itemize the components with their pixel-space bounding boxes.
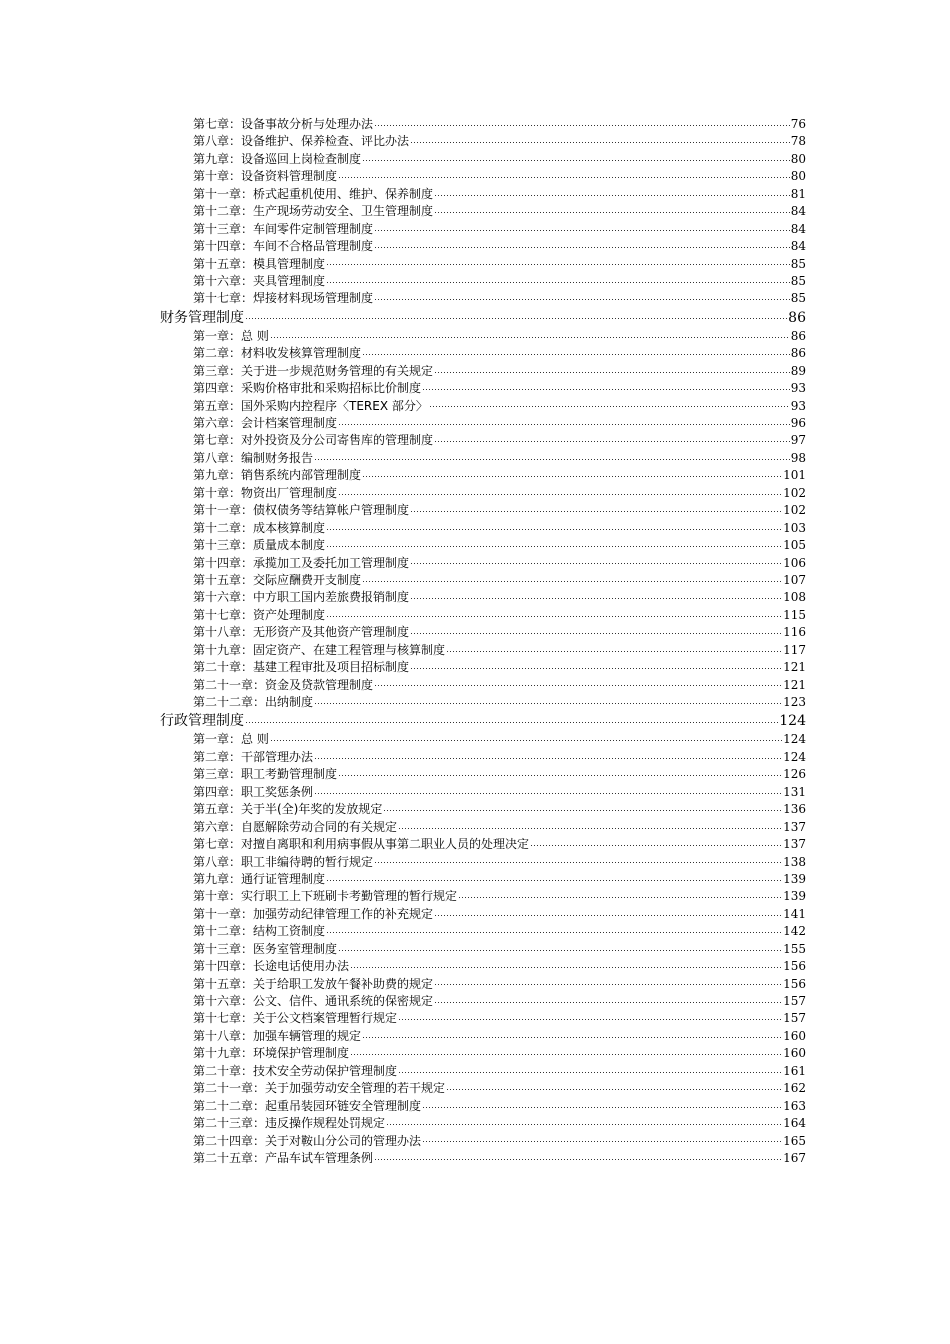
toc-chapter-entry[interactable] bbox=[160, 1080, 806, 1097]
toc-entry-title: 第十章：设备资料管理制度 bbox=[193, 169, 338, 184]
toc-page-number: 93 bbox=[790, 381, 806, 396]
toc-entry-title: 第二十章：基建工程审批及项目招标制度 bbox=[193, 660, 410, 675]
toc-page-number: 123 bbox=[783, 695, 806, 709]
dot-leader bbox=[410, 502, 782, 514]
dot-leader bbox=[422, 1133, 782, 1145]
dot-leader bbox=[458, 888, 782, 900]
dot-leader bbox=[410, 624, 782, 636]
dot-leader bbox=[374, 854, 782, 866]
dot-leader bbox=[362, 467, 782, 479]
toc-page-number: 142 bbox=[783, 924, 806, 939]
toc-chapter-entry[interactable] bbox=[160, 363, 806, 380]
dot-leader bbox=[434, 993, 782, 1005]
toc-chapter-entry[interactable] bbox=[160, 993, 806, 1010]
dot-leader bbox=[386, 1115, 782, 1127]
toc-page-number: 106 bbox=[783, 555, 806, 570]
toc-chapter-entry[interactable] bbox=[160, 659, 806, 676]
table-of-contents bbox=[160, 116, 806, 1167]
toc-chapter-entry[interactable] bbox=[160, 221, 806, 238]
dot-leader bbox=[429, 398, 790, 410]
toc-entry-title: 第二章：材料收发核算管理制度 bbox=[193, 346, 362, 361]
dot-leader bbox=[434, 363, 790, 375]
toc-chapter-entry[interactable] bbox=[160, 976, 806, 993]
dot-leader bbox=[314, 784, 782, 796]
toc-entry-title: 第五章：国外采购内控程序〈TEREX 部分〉 bbox=[193, 398, 428, 413]
toc-entry-title: 第一章：总 则 bbox=[193, 328, 269, 343]
toc-chapter-entry[interactable] bbox=[160, 871, 806, 888]
toc-entry-title: 第十七章：资产处理制度 bbox=[193, 607, 326, 622]
dot-leader bbox=[338, 766, 782, 778]
dot-leader bbox=[434, 203, 790, 215]
dot-leader bbox=[398, 819, 782, 831]
toc-entry-title: 第五章：关于半(全)年奖的发放规定 bbox=[193, 802, 383, 817]
toc-page-number: 86 bbox=[790, 346, 806, 361]
toc-entry-title: 第四章：采购价格审批和采购招标比价制度 bbox=[193, 381, 422, 396]
toc-entry-title: 第十八章：无形资产及其他资产管理制度 bbox=[193, 625, 410, 640]
toc-chapter-entry[interactable] bbox=[160, 607, 806, 624]
toc-chapter-entry[interactable] bbox=[160, 151, 806, 168]
dot-leader bbox=[338, 168, 790, 180]
toc-page-number: 163 bbox=[783, 1098, 806, 1113]
toc-page-number: 116 bbox=[783, 625, 806, 640]
toc-page-number: 136 bbox=[783, 802, 806, 817]
toc-chapter-entry[interactable] bbox=[160, 694, 806, 711]
toc-page-number: 126 bbox=[783, 767, 806, 782]
toc-page-number: 157 bbox=[783, 994, 806, 1008]
dot-leader bbox=[245, 711, 778, 725]
toc-page-number: 89 bbox=[790, 363, 806, 378]
toc-chapter-entry[interactable] bbox=[160, 133, 806, 150]
toc-entry-title: 第九章：通行证管理制度 bbox=[193, 871, 326, 886]
toc-page-number: 85 bbox=[790, 256, 806, 271]
toc-page-number: 115 bbox=[783, 607, 806, 622]
toc-entry-title: 第二章：干部管理办法 bbox=[193, 749, 314, 764]
toc-chapter-entry[interactable] bbox=[160, 1115, 806, 1132]
dot-leader bbox=[410, 589, 782, 601]
toc-chapter-entry[interactable] bbox=[160, 273, 806, 290]
toc-page-number: 141 bbox=[783, 906, 806, 921]
dot-leader bbox=[374, 238, 790, 250]
toc-entry-title: 第七章：对外投资及分公司寄售库的管理制度 bbox=[193, 433, 434, 448]
toc-page-number: 84 bbox=[790, 204, 806, 219]
toc-entry-title: 第十四章：承揽加工及委托加工管理制度 bbox=[193, 555, 410, 570]
toc-section-entry[interactable] bbox=[160, 711, 806, 731]
toc-entry-title: 第二十章：技术安全劳动保护管理制度 bbox=[193, 1063, 398, 1078]
dot-leader bbox=[270, 328, 790, 340]
toc-chapter-entry[interactable] bbox=[160, 398, 806, 415]
toc-chapter-entry[interactable] bbox=[160, 801, 806, 818]
dot-leader bbox=[326, 520, 782, 532]
toc-chapter-entry[interactable] bbox=[160, 572, 806, 589]
dot-leader bbox=[422, 1098, 782, 1110]
toc-chapter-entry[interactable] bbox=[160, 941, 806, 958]
toc-page-number: 97 bbox=[790, 433, 806, 448]
dot-leader bbox=[314, 450, 790, 462]
toc-entry-title: 第十四章：长途电话使用办法 bbox=[193, 959, 350, 974]
toc-entry-title: 第十一章：加强劳动纪律管理工作的补充规定 bbox=[193, 906, 434, 921]
toc-page-number: 124 bbox=[779, 713, 806, 730]
toc-entry-title: 第三章：关于进一步规范财务管理的有关规定 bbox=[193, 363, 434, 378]
toc-page-number: 160 bbox=[783, 1046, 806, 1061]
toc-entry-title: 第十一章：债权债务等结算帐户管理制度 bbox=[193, 503, 410, 518]
toc-page-number: 138 bbox=[783, 854, 806, 869]
dot-leader bbox=[446, 1080, 782, 1092]
dot-leader bbox=[398, 1063, 782, 1075]
dot-leader bbox=[434, 906, 782, 918]
dot-leader bbox=[530, 836, 782, 848]
toc-page-number: 156 bbox=[783, 976, 806, 991]
toc-chapter-entry[interactable] bbox=[160, 958, 806, 975]
toc-page-number: 105 bbox=[783, 538, 806, 553]
dot-leader bbox=[446, 642, 782, 654]
toc-page-number: 84 bbox=[790, 221, 806, 236]
toc-chapter-entry[interactable] bbox=[160, 1063, 806, 1080]
toc-page-number: 85 bbox=[790, 273, 806, 288]
toc-page-number: 161 bbox=[783, 1063, 806, 1078]
toc-entry-title: 第十六章：公文、信件、通讯系统的保密规定 bbox=[193, 994, 434, 1008]
toc-page-number: 96 bbox=[790, 416, 806, 430]
dot-leader bbox=[362, 1028, 782, 1040]
toc-page-number: 98 bbox=[790, 450, 806, 465]
toc-entry-title: 第十章：物资出厂管理制度 bbox=[193, 485, 338, 500]
toc-entry-title: 第九章：设备巡回上岗检查制度 bbox=[193, 151, 362, 166]
toc-chapter-entry[interactable] bbox=[160, 731, 806, 748]
dot-leader bbox=[362, 345, 790, 357]
toc-page-number: 121 bbox=[783, 660, 806, 675]
toc-entry-title: 第十二章：生产现场劳动安全、卫生管理制度 bbox=[193, 204, 434, 219]
toc-chapter-entry[interactable] bbox=[160, 784, 806, 801]
toc-page-number: 156 bbox=[783, 959, 806, 974]
dot-leader bbox=[398, 1010, 782, 1022]
toc-entry-title: 第十三章：质量成本制度 bbox=[193, 538, 326, 553]
dot-leader bbox=[338, 485, 782, 497]
toc-entry-title: 第十五章：交际应酬费开支制度 bbox=[193, 572, 362, 587]
toc-chapter-entry[interactable] bbox=[160, 1150, 806, 1167]
toc-entry-title: 第八章：设备维护、保养检查、评比办法 bbox=[193, 134, 410, 149]
toc-entry-title: 第十章：实行职工上下班刷卡考勤管理的暂行规定 bbox=[193, 889, 458, 904]
toc-chapter-entry[interactable] bbox=[160, 1045, 806, 1062]
dot-leader bbox=[434, 432, 790, 444]
toc-entry-title: 第二十五章：产品车试车管理条例 bbox=[193, 1150, 374, 1165]
toc-chapter-entry[interactable] bbox=[160, 923, 806, 940]
toc-entry-title: 第十二章：结构工资制度 bbox=[193, 924, 326, 939]
toc-page-number: 86 bbox=[788, 309, 806, 326]
dot-leader bbox=[410, 133, 790, 145]
toc-entry-title: 第七章：设备事故分析与处理办法 bbox=[193, 117, 374, 131]
toc-page-number: 162 bbox=[783, 1081, 806, 1096]
toc-page-number: 108 bbox=[783, 590, 806, 605]
toc-page-number: 157 bbox=[783, 1011, 806, 1026]
toc-section-entry[interactable] bbox=[160, 308, 806, 328]
dot-leader bbox=[350, 1045, 782, 1057]
dot-leader bbox=[338, 415, 790, 427]
toc-entry-title: 第二十一章：资金及贷款管理制度 bbox=[193, 677, 374, 692]
toc-entry-title: 第二十三章：违反操作规程处罚规定 bbox=[193, 1116, 386, 1131]
toc-entry-title: 财务管理制度 bbox=[160, 309, 244, 326]
dot-leader bbox=[410, 555, 782, 567]
dot-leader bbox=[245, 308, 787, 322]
toc-chapter-entry[interactable] bbox=[160, 888, 806, 905]
dot-leader bbox=[434, 976, 782, 988]
toc-page-number: 76 bbox=[790, 117, 806, 131]
toc-page-number: 121 bbox=[783, 677, 806, 692]
dot-leader bbox=[326, 871, 782, 883]
toc-entry-title: 第七章：对擅自离职和利用病事假从事第二职业人员的处理决定 bbox=[193, 837, 530, 852]
toc-chapter-entry[interactable] bbox=[160, 836, 806, 853]
toc-chapter-entry[interactable] bbox=[160, 203, 806, 220]
toc-page-number: 107 bbox=[783, 572, 806, 587]
toc-entry-title: 第二十二章：出纳制度 bbox=[193, 695, 314, 709]
toc-chapter-entry[interactable] bbox=[160, 1010, 806, 1027]
toc-page-number: 101 bbox=[783, 468, 806, 483]
toc-chapter-entry[interactable] bbox=[160, 256, 806, 273]
toc-page-number: 103 bbox=[783, 520, 806, 535]
toc-entry-title: 第十三章：医务室管理制度 bbox=[193, 941, 338, 956]
toc-page-number: 165 bbox=[783, 1133, 806, 1148]
toc-chapter-entry[interactable] bbox=[160, 520, 806, 537]
toc-chapter-entry[interactable] bbox=[160, 380, 806, 397]
dot-leader bbox=[410, 659, 782, 671]
dot-leader bbox=[374, 1150, 782, 1162]
toc-chapter-entry[interactable] bbox=[160, 467, 806, 484]
dot-leader bbox=[326, 273, 790, 285]
toc-entry-title: 第十七章：焊接材料现场管理制度 bbox=[193, 291, 374, 306]
toc-chapter-entry[interactable] bbox=[160, 589, 806, 606]
toc-chapter-entry[interactable] bbox=[160, 345, 806, 362]
toc-entry-title: 行政管理制度 bbox=[160, 713, 244, 730]
toc-entry-title: 第十六章：夹具管理制度 bbox=[193, 273, 326, 288]
toc-chapter-entry[interactable] bbox=[160, 819, 806, 836]
toc-page-number: 139 bbox=[783, 889, 806, 904]
dot-leader bbox=[374, 290, 790, 302]
dot-leader bbox=[374, 116, 790, 128]
toc-page-number: 86 bbox=[790, 328, 806, 343]
toc-chapter-entry[interactable] bbox=[160, 766, 806, 783]
dot-leader bbox=[326, 256, 790, 268]
toc-chapter-entry[interactable] bbox=[160, 328, 806, 345]
toc-chapter-entry[interactable] bbox=[160, 555, 806, 572]
toc-chapter-entry[interactable] bbox=[160, 624, 806, 641]
toc-entry-title: 第十六章：中方职工国内差旅费报销制度 bbox=[193, 590, 410, 605]
toc-entry-title: 第八章：职工非编待聘的暂行规定 bbox=[193, 854, 374, 869]
toc-page-number: 84 bbox=[790, 239, 806, 254]
dot-leader bbox=[326, 923, 782, 935]
toc-entry-title: 第六章：会计档案管理制度 bbox=[193, 416, 338, 430]
toc-page-number: 160 bbox=[783, 1028, 806, 1043]
toc-chapter-entry[interactable] bbox=[160, 485, 806, 502]
dot-leader bbox=[374, 677, 782, 689]
toc-chapter-entry[interactable] bbox=[160, 290, 806, 307]
toc-entry-title: 第十五章：关于给职工发放午餐补助费的规定 bbox=[193, 976, 434, 991]
toc-page-number: 124 bbox=[783, 732, 806, 747]
toc-page-number: 102 bbox=[783, 503, 806, 518]
toc-page-number: 81 bbox=[790, 186, 806, 201]
toc-entry-title: 第十三章：车间零件定制管理制度 bbox=[193, 221, 374, 236]
toc-page-number: 155 bbox=[783, 941, 806, 956]
toc-entry-title: 第二十二章：起重吊装园环链安全管理制度 bbox=[193, 1098, 422, 1113]
dot-leader bbox=[350, 958, 782, 970]
toc-entry-title: 第十九章：环境保护管理制度 bbox=[193, 1046, 350, 1061]
toc-entry-title: 第二十一章：关于加强劳动安全管理的若干规定 bbox=[193, 1081, 446, 1096]
toc-chapter-entry[interactable] bbox=[160, 642, 806, 659]
toc-chapter-entry[interactable] bbox=[160, 854, 806, 871]
dot-leader bbox=[270, 731, 782, 743]
toc-chapter-entry[interactable] bbox=[160, 186, 806, 203]
dot-leader bbox=[362, 151, 790, 163]
dot-leader bbox=[326, 607, 782, 619]
toc-entry-title: 第三章：职工考勤管理制度 bbox=[193, 767, 338, 782]
toc-page-number: 139 bbox=[783, 871, 806, 886]
toc-chapter-entry[interactable] bbox=[160, 537, 806, 554]
dot-leader bbox=[326, 537, 782, 549]
toc-chapter-entry[interactable] bbox=[160, 168, 806, 185]
toc-page-number: 80 bbox=[790, 169, 806, 184]
toc-chapter-entry[interactable] bbox=[160, 502, 806, 519]
toc-page-number: 78 bbox=[790, 134, 806, 149]
toc-chapter-entry[interactable] bbox=[160, 749, 806, 766]
toc-entry-title: 第九章：销售系统内部管理制度 bbox=[193, 468, 362, 483]
dot-leader bbox=[374, 221, 790, 233]
toc-entry-title: 第十五章：模具管理制度 bbox=[193, 256, 326, 271]
toc-page-number: 131 bbox=[783, 784, 806, 799]
toc-entry-title: 第十四章：车间不合格品管理制度 bbox=[193, 239, 374, 254]
toc-entry-title: 第十八章：加强车辆管理的规定 bbox=[193, 1028, 362, 1043]
dot-leader bbox=[383, 801, 782, 813]
toc-entry-title: 第八章：编制财务报告 bbox=[193, 450, 314, 465]
toc-entry-title: 第十一章：桥式起重机使用、维护、保养制度 bbox=[193, 186, 434, 201]
toc-chapter-entry[interactable] bbox=[160, 677, 806, 694]
toc-chapter-entry[interactable] bbox=[160, 906, 806, 923]
toc-chapter-entry[interactable] bbox=[160, 1098, 806, 1115]
toc-entry-title: 第六章：自愿解除劳动合同的有关规定 bbox=[193, 819, 398, 834]
toc-chapter-entry[interactable] bbox=[160, 116, 806, 133]
toc-page-number: 164 bbox=[783, 1116, 806, 1131]
toc-page-number: 93 bbox=[790, 398, 806, 413]
toc-entry-title: 第二十四章：关于对鞍山分公司的管理办法 bbox=[193, 1133, 422, 1148]
toc-page-number: 167 bbox=[783, 1150, 806, 1165]
dot-leader bbox=[362, 572, 782, 584]
toc-entry-title: 第四章：职工奖惩条例 bbox=[193, 784, 314, 799]
toc-page-number: 137 bbox=[783, 819, 806, 834]
toc-entry-title: 第十七章：关于公文档案管理暂行规定 bbox=[193, 1011, 398, 1026]
toc-entry-title: 第一章：总 则 bbox=[193, 732, 269, 747]
toc-page-number: 85 bbox=[790, 291, 806, 306]
dot-leader bbox=[422, 380, 790, 392]
toc-chapter-entry[interactable] bbox=[160, 450, 806, 467]
toc-chapter-entry[interactable] bbox=[160, 415, 806, 432]
toc-page-number: 117 bbox=[783, 642, 806, 657]
toc-entry-title: 第十二章：成本核算制度 bbox=[193, 520, 326, 535]
toc-page-number: 80 bbox=[790, 151, 806, 166]
toc-chapter-entry[interactable] bbox=[160, 432, 806, 449]
toc-chapter-entry[interactable] bbox=[160, 1133, 806, 1150]
toc-page-number: 102 bbox=[783, 485, 806, 500]
toc-page-number: 137 bbox=[783, 837, 806, 852]
toc-chapter-entry[interactable] bbox=[160, 238, 806, 255]
dot-leader bbox=[434, 186, 790, 198]
toc-page-number: 124 bbox=[783, 749, 806, 764]
dot-leader bbox=[338, 941, 782, 953]
toc-chapter-entry[interactable] bbox=[160, 1028, 806, 1045]
dot-leader bbox=[314, 694, 782, 706]
dot-leader bbox=[314, 749, 782, 761]
toc-entry-title: 第十九章：固定资产、在建工程管理与核算制度 bbox=[193, 642, 446, 657]
